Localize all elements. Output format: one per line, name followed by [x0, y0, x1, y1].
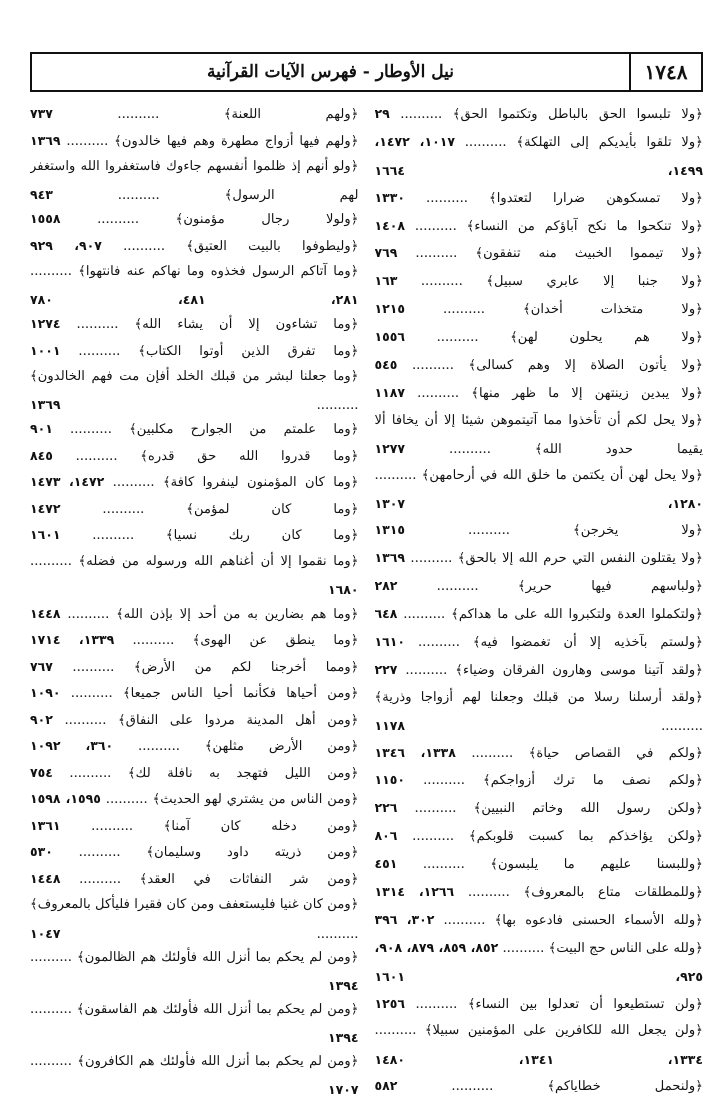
- index-entry: ﴿وما علمتم من الجوارح مكلبين﴾ .......... ٩٠١: [30, 421, 359, 438]
- index-entry: ﴿ومن لم يحكم بما أنزل الله فأولئك هم الكافرون﴾ .......... ١٧٠٧: [30, 1053, 359, 1097]
- page-refs: ١٢١٥: [374, 301, 406, 317]
- page-refs: ١٤٠٨: [374, 217, 406, 233]
- page-title: نيل الأوطار - فهرس الآيات القرآنية: [207, 62, 454, 82]
- verse-text: ﴿ولو أنهم إذ ظلموا أنفسهم جاءوك فاستغفروا الله واستغفر لهم الرسول﴾: [30, 159, 359, 204]
- page-refs: ٧٦٧: [30, 658, 53, 674]
- index-entry: ﴿وما كان المؤمنون لينفروا كافة﴾ .......... ١٤٧٢، ١٤٧٣: [30, 474, 359, 491]
- verse-text: ﴿ومن لم يحكم بما أنزل الله فأولئك هم الكافرون﴾: [77, 1053, 359, 1069]
- page-refs: ١٦٣: [374, 273, 398, 289]
- index-entry: ﴿ولكن رسول الله وخاتم النبيين﴾ .......... ٢٢٦: [374, 800, 703, 817]
- index-entry: ﴿وللبسنا عليهم ما يلبسون﴾ .......... ٤٥١: [374, 856, 703, 873]
- verse-text: ﴿وما ينطق عن الهوى﴾: [192, 633, 359, 649]
- verse-text: ﴿ولا تمسكوهن ضرارا لتعتدوا﴾: [488, 190, 703, 206]
- verse-text: ﴿وليطوفوا بالبيت العتيق﴾: [186, 238, 359, 254]
- page-refs: ١٣٩٤: [327, 1029, 359, 1045]
- page-refs: ١٣٦٩: [374, 550, 406, 566]
- verse-text: ﴿ولا جنبا إلا عابري سبيل﴾: [486, 274, 703, 290]
- verse-text: ﴿ومن لم يحكم بما أنزل الله فأولئك هم الظالمون﴾: [77, 949, 359, 965]
- page-refs: ١٢٧٤: [30, 316, 61, 332]
- index-columns: [30, 100, 703, 1100]
- verse-text: ﴿ولكم في القصاص حياة﴾: [528, 745, 703, 761]
- page-refs: ١٢٨٠، ١٣٠٧: [374, 495, 703, 511]
- verse-text: ﴿ولن تستطيعوا أن تعدلوا بين النساء﴾: [467, 996, 703, 1012]
- verse-text: ﴿ولستم بآخذيه إلا أن تغمضوا فيه﴾: [472, 634, 703, 650]
- index-entry: ﴿وما آتاكم الرسول فخذوه وما نهاكم عنه فانتهوا﴾ .......... ٢٨١، ٤٨١، ٧٨٠: [30, 264, 359, 308]
- verse-text: ﴿ولكن يؤاخذكم بما كسبت قلوبكم﴾: [468, 829, 703, 845]
- index-entry: ﴿ومن لم يحكم بما أنزل الله فأولئك هم الفاسقون﴾ .......... ١٣٩٤: [30, 1001, 359, 1045]
- index-entry: ﴿ولا يحل لهن أن يكتمن ما خلق الله في أرحامهن﴾ .......... ١٢٨٠، ١٣٠٧: [374, 467, 703, 511]
- index-entry: ﴿ومما أخرجنا لكم من الأرض﴾ .......... ٧٦٧: [30, 658, 359, 675]
- index-entry: ﴿ولا تلبسوا الحق بالباطل وتكتموا الحق﴾ .......... ٢٩: [374, 106, 703, 122]
- index-entry: ﴿وما جعلنا لبشر من قبلك الخلد أفإن مت فهم الخالدون﴾ .......... ١٣٦٩: [30, 369, 359, 414]
- page-refs: ٨٤٥: [30, 447, 53, 463]
- verse-text: ﴿وما هم بضارين به من أحد إلا بإذن الله﴾: [116, 606, 359, 622]
- verse-text: ﴿ومن الليل فتهجد به نافلة لك﴾: [127, 765, 359, 781]
- verse-text: ﴿وما آتاكم الرسول فخذوه وما نهاكم عنه فانتهوا﴾: [78, 264, 359, 280]
- verse-text: ﴿ومما أخرجنا لكم من الأرض﴾: [133, 659, 359, 675]
- index-entry: ﴿وليطوفوا بالبيت العتيق﴾ .......... ٩٠٧، ٩٢٩: [30, 237, 359, 254]
- page-refs: ١١٥٠: [374, 772, 406, 788]
- page-refs: ١٢٧٧: [374, 440, 406, 456]
- verse-text: ﴿ولا تلبسوا الحق بالباطل وتكتموا الحق﴾: [452, 107, 703, 122]
- verse-text: ﴿ولقد أرسلنا رسلا من قبلك وجعلنا لهم أزواجا وذرية﴾: [374, 689, 703, 705]
- verse-text: ﴿ومن دخله كان آمنا﴾: [163, 818, 359, 834]
- page-refs: ٨٥٢، ٨٥٩، ٨٧٩، ٩٠٨، ٩٢٥، ١٦٠١: [374, 939, 703, 984]
- verse-text: ﴿ولا هم يحلون لهن﴾: [510, 330, 703, 346]
- index-entry: ﴿ولا تيمموا الخبيث منه تنفقون﴾ .......... ٧٦٩: [374, 245, 703, 262]
- page-refs: ١٣٦٩: [30, 132, 61, 148]
- verse-text: ﴿ولا متخذات أخدان﴾: [522, 302, 703, 318]
- index-entry: ﴿ولو أنهم إذ ظلموا أنفسهم جاءوك فاستغفروا الله واستغفر لهم الرسول﴾ .......... ٩٤٣: [30, 159, 359, 204]
- page-refs: ١١٧٨: [374, 717, 406, 733]
- index-entry: ﴿ولقد أرسلنا رسلا من قبلك وجعلنا لهم أزواجا وذرية﴾ .......... ١١٧٨: [374, 689, 703, 734]
- page-refs: ١٥٥٦: [374, 329, 406, 345]
- index-entry: ﴿ولا تمسكوهن ضرارا لتعتدوا﴾ .......... ١٣٣٠: [374, 189, 703, 206]
- page-refs: ١٢٦٦، ١٣١٤: [374, 884, 455, 900]
- page-refs: ٣٠٢، ٣٩٦: [374, 911, 435, 927]
- verse-text: ﴿ومن لم يحكم بما أنزل الله فأولئك هم الفاسقون﴾: [76, 1001, 359, 1017]
- page-number: ١٧٤٨: [629, 54, 701, 90]
- page-refs: ١٦٠١: [30, 527, 61, 543]
- page-refs: ٢٢٦: [374, 800, 398, 816]
- index-entry: ﴿ولله الأسماء الحسنى فادعوه بها﴾ .......... ٣٠٢، ٣٩٦: [374, 911, 703, 928]
- page-refs: ١٣١٥: [374, 522, 406, 538]
- verse-text: ﴿وما نقموا إلا أن أغناهم الله ورسوله من فضله﴾: [78, 553, 359, 569]
- verse-text: ﴿ولا يحل لكم أن تأخذوا مما آتيتموهن شيئا إلا أن يخافا ألا يقيما حدود الله﴾: [374, 412, 703, 457]
- verse-text: ﴿ولا تنكحوا ما نكح آباؤكم من النساء﴾: [466, 218, 703, 234]
- index-entry: ﴿وما هم بضارين به من أحد إلا بإذن الله﴾ .......... ١٤٤٨: [30, 605, 359, 622]
- verse-text: ﴿ولا تلقوا بأيديكم إلى التهلكة﴾: [516, 134, 703, 150]
- page-refs: ٩٠١: [30, 421, 53, 437]
- page-refs: ٨٠٦: [374, 828, 398, 844]
- page-refs: ١٠٤٧: [30, 925, 61, 941]
- verse-text: ﴿ولقد آتينا موسى وهارون الفرقان وضياء﴾: [455, 662, 703, 678]
- page-refs: ١١٨٧: [374, 384, 406, 400]
- verse-text: ﴿وللبسنا عليهم ما يلبسون﴾: [490, 857, 703, 873]
- page-refs: ٦٤٨: [374, 606, 398, 622]
- index-entry: ﴿ولا يبدين زينتهن إلا ما ظهر منها﴾ .......... ١١٨٧: [374, 384, 703, 401]
- index-entry: ﴿ومن شر النفاثات في العقد﴾ .......... ١٤٤٨: [30, 870, 359, 887]
- index-entry: ﴿ولا يحل لكم أن تأخذوا مما آتيتموهن شيئا إلا أن يخافا ألا يقيما حدود الله﴾ .......... ١٢٧٧: [374, 412, 703, 457]
- page-refs: ٢٢٧: [374, 661, 398, 677]
- verse-text: ﴿ولهم اللعنة﴾: [223, 107, 359, 122]
- page-refs: ٧٣٧: [30, 106, 53, 121]
- page-refs: ٧٥٤: [30, 764, 53, 780]
- page-refs: ٣٦٠، ١٠٩٢: [30, 738, 114, 754]
- page-refs: ١٣٦١: [30, 817, 61, 833]
- page-refs: ١٣٩٤: [327, 977, 359, 993]
- verse-text: ﴿ولا يأتون الصلاة إلا وهم كسالى﴾: [468, 358, 703, 373]
- index-entry: ﴿ولباسهم فيها حرير﴾ .......... ٢٨٢: [374, 578, 703, 595]
- index-entry: ﴿ولا تلقوا بأيديكم إلى التهلكة﴾ .......... ١٠١٧، ١٤٧٢، ١٤٩٩، ١٦٦٤: [374, 133, 703, 179]
- index-entry: ﴿ولكن يؤاخذكم بما كسبت قلوبكم﴾ .......... ٨٠٦: [374, 828, 703, 845]
- verse-text: ﴿ولهم فيها أزواج مطهرة وهم فيها خالدون﴾: [114, 133, 359, 149]
- index-entry: ﴿ولا تنكحوا ما نكح آباؤكم من النساء﴾ .......... ١٤٠٨: [374, 217, 703, 234]
- index-entry: ﴿ومن أحياها فكأنما أحيا الناس جميعا﴾ .......... ١٠٩٠: [30, 685, 359, 702]
- page-refs: ١٥٥٨: [30, 211, 61, 227]
- verse-text: ﴿ولنحمل خطاياكم﴾: [547, 1079, 703, 1095]
- right-column: [375, 100, 704, 1100]
- page-refs: ١٣٣٩، ١٧١٤: [30, 632, 115, 648]
- verse-text: ﴿ولكم نصف ما ترك أزواجكم﴾: [483, 773, 703, 789]
- verse-text: ﴿ومن شر النفاثات في العقد﴾: [139, 871, 359, 887]
- verse-text: ﴿وما قدروا الله حق قدره﴾: [140, 448, 359, 464]
- index-entry: ﴿ومن الأرض مثلهن﴾ .......... ٣٦٠، ١٠٩٢: [30, 738, 359, 755]
- index-entry: ﴿ولهم اللعنة﴾ .......... ٧٣٧: [30, 106, 359, 122]
- index-entry: ﴿ولا متخذات أخدان﴾ .......... ١٢١٥: [374, 301, 703, 318]
- index-entry: ﴿ولولا رجال مؤمنون﴾ .......... ١٥٥٨: [30, 211, 359, 228]
- index-entry: ﴿ولا يخرجن﴾ .......... ١٣١٥: [374, 522, 703, 539]
- page-refs: ١٤٧٢: [30, 500, 61, 516]
- page-refs: ١٤٤٨: [30, 605, 61, 621]
- verse-text: ﴿وما كان ربك نسيا﴾: [165, 528, 359, 544]
- page-refs: ١٢٥٦: [374, 995, 406, 1011]
- index-entry: ﴿وللمطلقات متاع بالمعروف﴾ .......... ١٢٦٦، ١٣١٤: [374, 884, 703, 901]
- index-entry: ﴿ولهم فيها أزواج مطهرة وهم فيها خالدون﴾ .......... ١٣٦٩: [30, 132, 359, 149]
- verse-text: ﴿ولا يخرجن﴾: [572, 523, 703, 539]
- page-refs: ١٤٧٢، ١٤٧٣: [30, 474, 105, 490]
- index-entry: ﴿ولن تستطيعوا أن تعدلوا بين النساء﴾ .......... ١٢٥٦: [374, 995, 703, 1012]
- page-refs: ٩٠٧، ٩٢٩: [30, 237, 102, 253]
- page-refs: ٩٠٢: [30, 711, 53, 727]
- index-entry: ﴿وما تفرق الذين أوتوا الكتاب﴾ .......... ١٠٠١: [30, 342, 359, 359]
- index-entry: ﴿ولا يأتون الصلاة إلا وهم كسالى﴾ .......... ٥٤٥: [374, 357, 703, 373]
- verse-text: ﴿ومن ذريته داود وسليمان﴾: [146, 845, 359, 861]
- index-entry: ﴿ومن كان غنيا فليستعفف ومن كان فقيرا فليأكل بالمعروف﴾ .......... ١٠٤٧: [30, 897, 359, 942]
- page-refs: ١٦٨٠: [327, 581, 359, 597]
- verse-text: ﴿ومن الأرض مثلهن﴾: [204, 739, 359, 755]
- index-entry: ﴿وما كان لمؤمن﴾ .......... ١٤٧٢: [30, 500, 359, 517]
- index-entry: ﴿ولا يقتلون النفس التي حرم الله إلا بالحق﴾ .......... ١٣٦٩: [374, 550, 703, 567]
- page-refs: ١٠٩٠: [30, 685, 61, 701]
- verse-text: ﴿ومن الناس من يشتري لهو الحديث﴾: [152, 792, 359, 808]
- verse-text: ﴿ومن أهل المدينة مردوا على النفاق﴾: [118, 712, 359, 728]
- index-entry: ﴿ولن يجعل الله للكافرين على المؤمنين سبيلا﴾ .......... ١٣٣٤، ١٣٤١، ١٤٨٠: [374, 1023, 703, 1067]
- verse-text: ﴿ولباسهم فيها حرير﴾: [517, 579, 703, 595]
- page-refs: ٩٤٣: [30, 187, 53, 203]
- verse-text: ﴿ومن أحياها فكأنما أحيا الناس جميعا﴾: [122, 686, 359, 702]
- page-refs: ٥٣٠: [30, 844, 53, 860]
- page-refs: ١٣٣٤، ١٣٤١، ١٤٨٠: [374, 1051, 703, 1067]
- index-entry: ﴿ولقد آتينا موسى وهارون الفرقان وضياء﴾ .......... ٢٢٧: [374, 661, 703, 678]
- verse-text: ﴿وما تفرق الذين أوتوا الكتاب﴾: [138, 343, 359, 359]
- index-entry: ﴿ومن دخله كان آمنا﴾ .......... ١٣٦١: [30, 817, 359, 834]
- index-entry: ﴿ولا جنبا إلا عابري سبيل﴾ .......... ١٦٣: [374, 273, 703, 290]
- page-refs: ١٣٣٠: [374, 189, 406, 205]
- index-entry: ﴿ومن الناس من يشتري لهو الحديث﴾ .......... ١٥٩٥، ١٥٩٨: [30, 791, 359, 808]
- verse-text: ﴿ولن يجعل الله للكافرين على المؤمنين سبيلا﴾: [424, 1023, 703, 1039]
- page-refs: ٢٨١، ٤٨١، ٧٨٠: [30, 292, 359, 308]
- page-refs: ٥٨٢: [374, 1078, 398, 1094]
- page-refs: ٢٩: [374, 106, 390, 121]
- verse-text: ﴿ولكن رسول الله وخاتم النبيين﴾: [473, 801, 703, 817]
- verse-text: ﴿ولله على الناس حج البيت﴾: [548, 940, 703, 956]
- verse-text: ﴿ولولا رجال مؤمنون﴾: [175, 212, 359, 228]
- index-entry: ﴿وما كان ربك نسيا﴾ .......... ١٦٠١: [30, 527, 359, 544]
- verse-text: ﴿وما جعلنا لبشر من قبلك الخلد أفإن مت فهم الخالدون﴾: [30, 369, 359, 385]
- index-entry: ﴿ومن ذريته داود وسليمان﴾ .......... ٥٣٠: [30, 844, 359, 861]
- verse-text: ﴿وما تشاءون إلا أن يشاء الله﴾: [134, 317, 359, 333]
- verse-text: ﴿وما كان لمؤمن﴾: [186, 501, 359, 517]
- page-refs: ١٤٤٨: [30, 870, 61, 886]
- index-entry: ﴿ولستم بآخذيه إلا أن تغمضوا فيه﴾ .......... ١٦١٠: [374, 633, 703, 650]
- index-entry: ﴿وما ينطق عن الهوى﴾ .......... ١٣٣٩، ١٧١٤: [30, 632, 359, 649]
- page-refs: ١٣٣٨، ١٣٤٦: [374, 744, 456, 760]
- verse-text: ﴿ولله الأسماء الحسنى فادعوه بها﴾: [494, 912, 703, 928]
- page-refs: ١٥٩٥، ١٥٩٨: [30, 791, 101, 807]
- verse-text: ﴿ومن كان غنيا فليستعفف ومن كان فقيرا فليأكل بالمعروف﴾: [30, 897, 359, 913]
- index-entry: ﴿ولا هم يحلون لهن﴾ .......... ١٥٥٦: [374, 329, 703, 346]
- verse-text: ﴿وما كان المؤمنون لينفروا كافة﴾: [162, 475, 359, 491]
- verse-text: ﴿ولا يبدين زينتهن إلا ما ظهر منها﴾: [471, 385, 703, 401]
- page-refs: ٥٤٥: [374, 357, 398, 372]
- index-entry: ﴿ولله على الناس حج البيت﴾ .......... ٨٥٢، ٨٥٩، ٨٧٩، ٩٠٨، ٩٢٥، ١٦٠١: [374, 939, 703, 984]
- index-entry: ﴿ولنحمل خطاياكم﴾ .......... ٥٨٢: [374, 1078, 703, 1095]
- verse-text: ﴿ولا يقتلون النفس التي حرم الله إلا بالحق﴾: [457, 551, 703, 567]
- index-entry: ﴿ومن أهل المدينة مردوا على النفاق﴾ .......... ٩٠٢: [30, 711, 359, 728]
- index-entry: ﴿وما نقموا إلا أن أغناهم الله ورسوله من فضله﴾ .......... ١٦٨٠: [30, 553, 359, 597]
- page-refs: ١٣٦٩: [30, 397, 61, 413]
- page-refs: ١٧٠٧: [327, 1081, 359, 1097]
- verse-text: ﴿وللمطلقات متاع بالمعروف﴾: [523, 885, 703, 901]
- index-entry: ﴿ومن لم يحكم بما أنزل الله فأولئك هم الظالمون﴾ .......... ١٣٩٤: [30, 949, 359, 993]
- verse-text: ﴿ولا تيمموا الخبيث منه تنفقون﴾: [475, 246, 703, 262]
- verse-text: ﴿ولا يحل لهن أن يكتمن ما خلق الله في أرحامهن﴾: [421, 467, 703, 483]
- page-refs: ٢٨٢: [374, 578, 398, 594]
- verse-text: ﴿ولتكملوا العدة ولتكبروا الله على ما هداكم﴾: [451, 607, 703, 623]
- verse-text: ﴿وما علمتم من الجوارح مكلبين﴾: [129, 422, 359, 438]
- page-header: [30, 52, 703, 92]
- left-column: [30, 100, 359, 1100]
- page-refs: ٧٦٩: [374, 245, 398, 261]
- index-entry: ﴿وما تشاءون إلا أن يشاء الله﴾ .......... ١٢٧٤: [30, 316, 359, 333]
- index-entry: ﴿ولكم في القصاص حياة﴾ .......... ١٣٣٨، ١٣٤٦: [374, 744, 703, 761]
- page-refs: ١٠١٧، ١٤٧٢، ١٤٩٩، ١٦٦٤: [374, 133, 703, 179]
- page-refs: ١٠٠١: [30, 342, 61, 358]
- index-entry: ﴿ومن الليل فتهجد به نافلة لك﴾ .......... ٧٥٤: [30, 764, 359, 781]
- page-refs: ١٦١٠: [374, 633, 406, 649]
- page-refs: ٤٥١: [374, 856, 398, 872]
- index-entry: ﴿ولتكملوا العدة ولتكبروا الله على ما هداكم﴾ .......... ٦٤٨: [374, 606, 703, 623]
- index-entry: ﴿ولكم نصف ما ترك أزواجكم﴾ .......... ١١٥٠: [374, 772, 703, 789]
- index-entry: ﴿وما قدروا الله حق قدره﴾ .......... ٨٤٥: [30, 447, 359, 464]
